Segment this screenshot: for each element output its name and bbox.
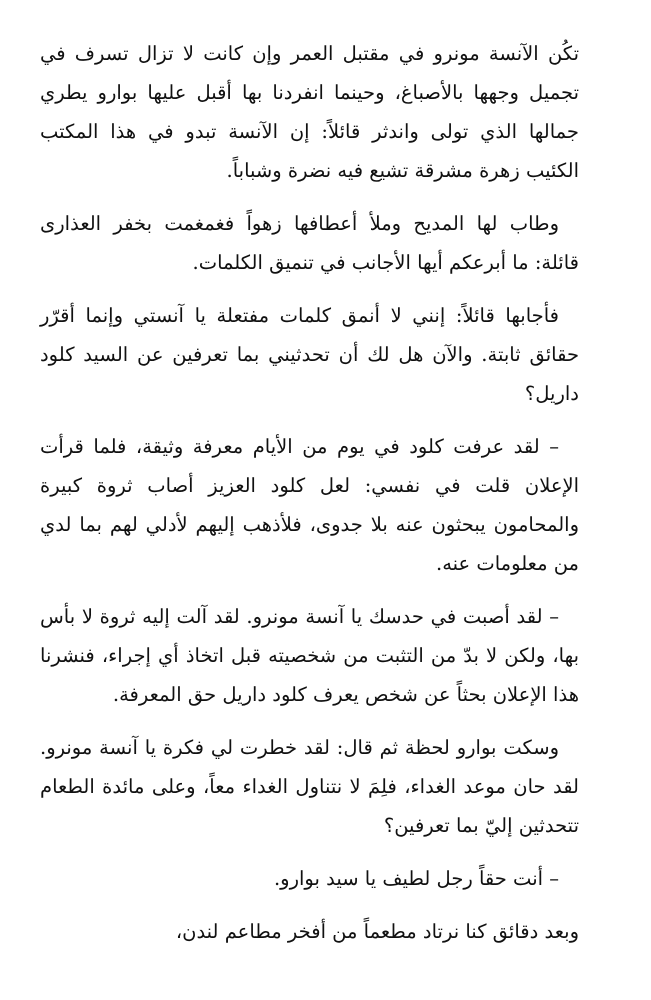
paragraph-8: وبعد دقائق كنا نرتاد مطعماً من أفخر مطاعم لندن، <box>175 920 579 943</box>
paragraph-2: وطاب لها المديح وملأ أعطافها زهواً فغمغمت بخفر العذارى قائلة: ما أبرعكم أيها الأجانب في تنميق الكلمات. <box>40 212 579 274</box>
paragraph-6: وسكت بوارو لحظة ثم قال: لقد خطرت لي فكرة يا آنسة مونرو. لقد حان موعد الغداء، فلِمَ لا نتناول الغداء معاً، وعلى مائدة الطعام تتحدثين إليّ بما تعرفين؟ <box>40 736 580 837</box>
paragraph-3: فأجابها قائلاً: إنني لا أنمق كلمات مفتعلة يا آنستي وإنما أقرّر حقائق ثابتة. والآن هل لك أن تحدثيني بما تعرفين عن السيد كلود داريل؟ <box>40 304 579 405</box>
paragraph-1: تكُن الآنسة مونرو في مقتبل العمر وإن كانت لا تزال تسرف في تجميل وجهها بالأصباغ، وحينما انفردنا بها أقبل عليها بوارو يطري جمالها الذي تولى واندثر قائلاً: إن الآنسة تبدو في هذا المكتب الكئيب زهرة مشرقة تشيع فيه نضرة وشباباً. <box>40 42 579 182</box>
paragraph-4: – لقد عرفت كلود في يوم من الأيام معرفة وثيقة، فلما قرأت الإعلان قلت في نفسي: لعل كلود العزيز أصاب ثروة كبيرة والمحامون يبحثون عنه بلا جدوى، فلأذهب إليهم لأدلي لهم بما لدي من معلومات عنه. <box>40 435 579 575</box>
paragraph-5: – لقد أصبت في حدسك يا آنسة مونرو. لقد آلت إليه ثروة لا بأس بها، ولكن لا بدّ من التثبت من شخصيته قبل اتخاذ أي إجراء، فنشرنا هذا الإعلان بحثاً عن شخص يعرف كلود داريل حق المعرفة. <box>40 605 579 706</box>
paragraph-7: – أنت حقاً رجل لطيف يا سيد بوارو. <box>273 867 559 890</box>
